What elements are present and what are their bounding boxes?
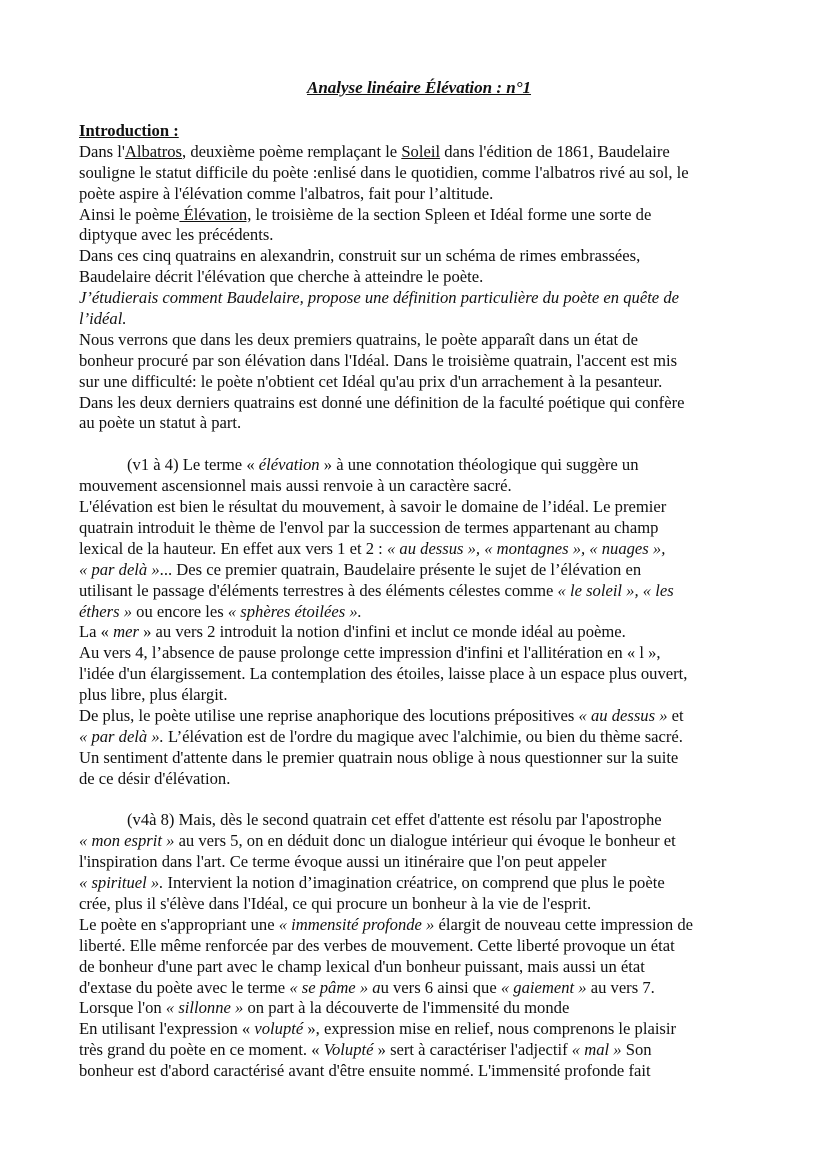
text-line [79,831,759,852]
text-run: , deuxième poème remplaçant le [182,141,402,161]
text-line [79,330,759,351]
text-line [79,560,759,581]
text-run: Le poète en s'appropriant une [79,914,279,934]
text-run: de ce désir d'élévation. [79,768,231,788]
text-line [79,476,759,497]
text-run: « mal » [571,1040,622,1060]
text-line [79,351,759,372]
text-line [79,957,759,978]
introduction-heading: Introduction : [79,121,179,140]
text-run: Albatros [124,141,183,161]
text-run: dans l'édition de 1861, Baudelaire [440,141,670,161]
document-page [79,78,759,1082]
text-run: Volupté [323,1040,374,1060]
text-line [79,372,759,393]
text-run: « immensité profonde » [278,914,435,934]
text-line [79,643,759,664]
text-line [79,246,759,267]
text-run: Au vers 4, l’absence de pause prolonge cette impression d'infini et l'allitération en « l », [79,643,661,663]
text-run: bonheur procuré par son élévation dans l'Idéal. Dans le troisième quatrain, l'accent est mis [79,350,678,370]
text-line [79,664,759,685]
analysis-section-v4-8 [79,810,759,1082]
text-run: « sphères étoilées ». [227,601,362,621]
text-run: très grand du poète en ce moment. « [79,1040,324,1060]
text-run: En utilisant l'expression « [79,1019,255,1039]
text-run: Soleil [401,141,441,161]
text-run: u vers 6 ainsi que [380,977,501,997]
text-run: lexical de la hauteur. En effet aux vers 1 et 2 : [79,538,387,558]
text-run: mer [113,622,139,642]
text-line [79,539,759,560]
text-line [79,894,759,915]
text-run: de bonheur d'une part avec le champ lexical d'un bonheur puissant, mais aussi un état [79,956,645,976]
text-run: Dans l' [79,141,125,161]
text-line [79,769,759,790]
text-run: au vers 7. [586,977,655,997]
text-line [79,581,759,602]
text-run: « mon esprit » [79,831,175,851]
text-run: Dans ces cinq quatrains en alexandrin, construit sur un schéma de rimes embrassées, [79,246,641,266]
text-run: volupté [254,1019,304,1039]
text-run: Dans les deux derniers quatrains est donné une définition de la faculté poétique qui confère [79,392,685,412]
text-line [79,727,759,748]
text-line [79,685,759,706]
text-run: souligne le statut difficile du poète :enlisé dans le quotidien, comme l'albatros rivé au sol, le [79,162,689,182]
text-run: L’élévation est de l'ordre du magique avec l'alchimie, ou bien du thème sacré. [163,726,683,746]
text-run: « spirituel ». [79,873,164,893]
text-run: (v1 à 4) Le terme « [127,455,259,475]
text-line [79,1040,759,1061]
text-line [79,622,759,643]
text-line [79,205,759,226]
text-line [79,852,759,873]
text-run: et [667,705,684,725]
document-title: Analyse linéaire Élévation : n°1 [306,78,532,97]
text-run: le troisième de la section Spleen et Idéal forme une sorte de [251,204,652,224]
introduction-paragraph [79,142,759,434]
text-run: Élévation, [179,204,252,224]
text-run: « par delà ». [79,726,164,746]
text-run: Intervient la notion d’imagination créatrice, on comprend que plus le poète [163,873,665,893]
text-line [79,393,759,414]
text-run: « se pâme » a [289,977,381,997]
text-run: La « [79,622,114,642]
text-run: » à une connotation théologique qui suggère un [319,455,639,475]
text-run: L'élévation est bien le résultat du mouvement, à savoir le domaine de l’idéal. Le premier [79,497,667,517]
text-run: élargit de nouveau cette impression de [434,914,694,934]
text-line [79,497,759,518]
text-line [79,518,759,539]
text-run: l'idée d'un élargissement. La contemplation des étoiles, laisse place à un espace plus ouvert, [79,664,688,684]
text-line [79,978,759,999]
text-run: diptyque avec les précédents. [79,225,274,245]
text-line [79,706,759,727]
text-run: ou encore les [132,601,228,621]
text-line [79,748,759,769]
text-run: poète aspire à l'élévation comme l'albatros, fait pour l’altitude. [79,183,494,203]
text-run: Nous verrons que dans les deux premiers quatrains, le poète apparaît dans un état de [79,329,638,349]
text-run: au vers 5, on en déduit donc un dialogue intérieur qui évoque le bonheur et [174,831,676,851]
text-run: crée, plus il s'élève dans l'Idéal, ce qui procure un bonheur à la vie de l'esprit. [79,893,592,913]
text-line [79,184,759,205]
text-run: » sert à caractériser l'adjectif [373,1040,572,1060]
text-run: « le soleil », « les [557,580,674,600]
text-run: Lorsque l'on [79,998,166,1018]
text-line [79,936,759,957]
text-line [79,873,759,894]
text-line [79,225,759,246]
analysis-section-v1-4 [79,455,759,789]
text-run: utilisant le passage d'éléments terrestres à des éléments célestes comme [79,580,558,600]
text-run: on part à la découverte de l'immensité du monde [243,998,570,1018]
text-run: élévation [258,455,320,475]
text-run: « au dessus » [578,705,668,725]
text-line [79,163,759,184]
text-run: Ainsi le poème [79,204,180,224]
text-run: d'extase du poète avec le terme [79,977,290,997]
text-line [79,309,759,330]
text-run: (v4à 8) Mais, dès le second quatrain cet effet d'attente est résolu par l'apostrophe [127,810,662,830]
text-run: l'inspiration dans l'art. Ce terme évoque aussi un itinéraire que l'on peut appeler [79,852,607,872]
text-run: quatrain introduit le thème de l'envol par la succession de termes appartenant au champ [79,517,659,537]
text-line [79,142,759,163]
text-line [79,413,759,434]
text-run: » au vers 2 introduit la notion d'infini et inclut ce monde idéal au poème. [138,622,626,642]
text-run: au poète un statut à part. [79,413,242,433]
text-run: sur une difficulté: le poète n'obtient cet Idéal qu'au prix d'un arrachement à la pesanteur. [79,371,663,391]
text-run: l’idéal. [79,309,127,329]
text-run: liberté. Elle même renforcée par des verbes de mouvement. Cette liberté provoque un état [79,935,675,955]
text-line [79,1061,759,1082]
text-run: « sillonne » [165,998,244,1018]
text-run: De plus, le poète utilise une reprise anaphorique des locutions prépositives [79,705,579,725]
text-run: Un sentiment d'attente dans le premier quatrain nous oblige à nous questionner sur la suite [79,747,679,767]
text-run: « par delà » [79,559,160,579]
text-line [79,1019,759,1040]
text-run: « au dessus », « montagnes », « nuages », [386,538,666,558]
text-run: plus libre, plus élargit. [79,685,228,705]
text-line [79,267,759,288]
text-run: bonheur est d'abord caractérisé avant d'être ensuite nommé. L'immensité profonde fait [79,1061,651,1081]
text-run: Son [621,1040,652,1060]
text-line [79,455,759,476]
text-line [79,810,759,831]
text-line [79,915,759,936]
text-run: « gaiement » [500,977,587,997]
text-run: Baudelaire décrit l'élévation que cherche à atteindre le poète. [79,267,484,287]
text-run: », expression mise en relief, nous comprenons le plaisir [303,1019,677,1039]
text-run: éthers » [79,601,132,621]
text-line [79,602,759,623]
text-run: J’étudierais comment Baudelaire, propose une définition particulière du poète en quête de [79,288,679,308]
text-run: mouvement ascensionnel mais aussi renvoie à un caractère sacré. [79,476,512,496]
text-line [79,288,759,309]
text-run: ... Des ce premier quatrain, Baudelaire présente le sujet de l’élévation en [159,559,642,579]
text-line [79,998,759,1019]
